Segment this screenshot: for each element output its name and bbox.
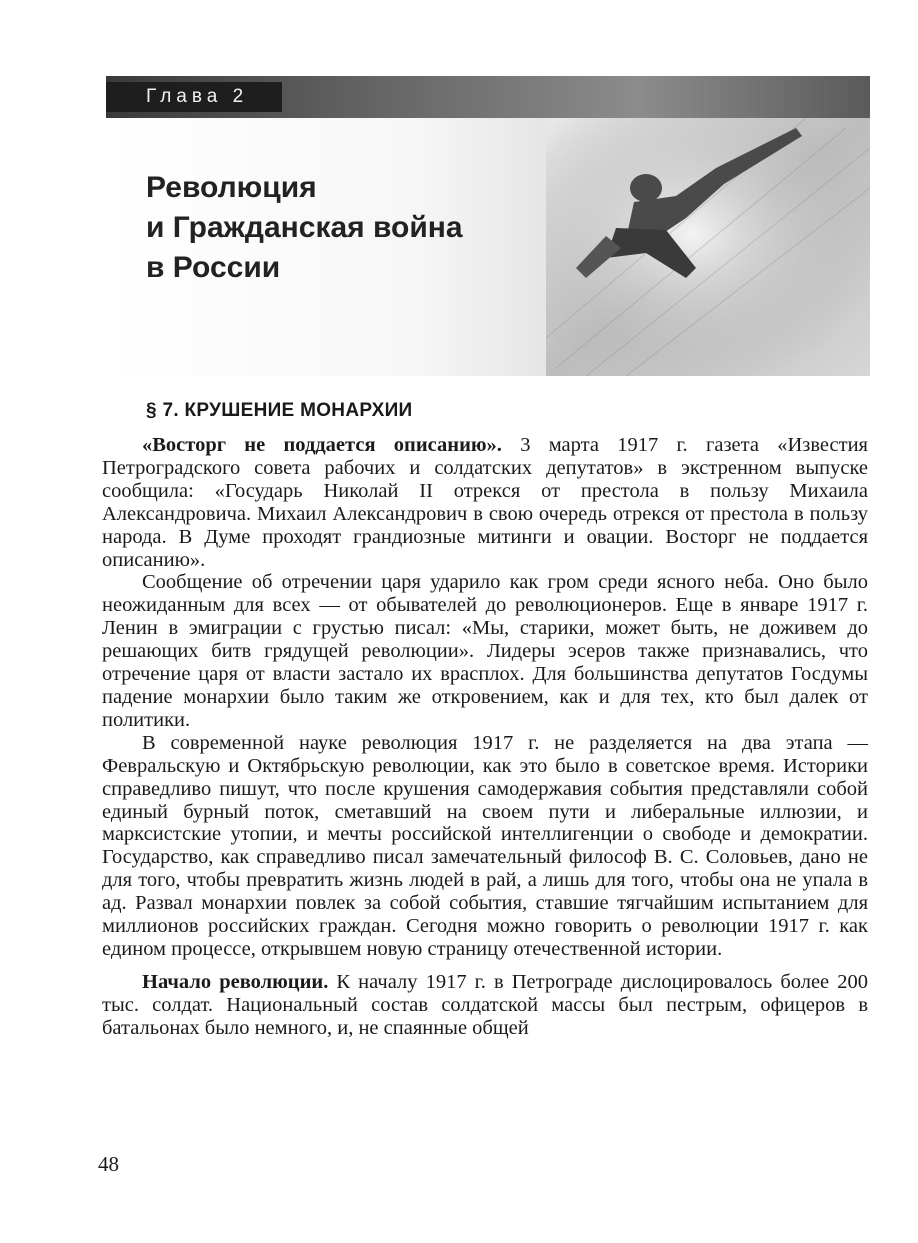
page-number: 48 — [98, 1152, 119, 1176]
chapter-title-line: и Гражданская война — [146, 211, 463, 244]
chapter-title-line: в России — [146, 251, 281, 284]
paragraph — [102, 971, 868, 1040]
chapter-banner — [106, 76, 870, 376]
paragraph-text: Сообщение об отречении царя ударило как гром среди ясного неба. Оно было неожиданным для всех — от обывателей до революционеров. Еще в январе 1917 г. Ленин в эмиграции с грустью писал: «Мы, старики, может быть, не доживем до решающих битв грядущей революции». Лидеры эсеров также признавались, что отречение царя от власти застало их врасплох. Для большинства депутатов Госдумы падение монархии было таким же откровением, как и для тех, кто был далек от политики. — [102, 571, 868, 731]
paragraph-text: В современной науке революция 1917 г. не разделяется на два этапа — Февральскую и Октябрьскую революции, как это было в советское время. Историки справедливо пишут, что после крушения самодержавия события представляли собой единый бурный поток, сметавший на своем пути и либеральные иллюзии, и марксистские утопии, и мечты российской интеллигенции о свободе и демократии. Государство, как справедливо писал замечательный философ В. С. Соловьев, дано не для того, чтобы превратить жизнь людей в рай, а лишь для того, чтобы она не упала в ад. Развал монархии повлек за собой события, ставшие тягчайшим испытанием для миллионов российских граждан. Сегодня можно говорить о революции 1917 г. как едином процессе, открывшем новую страницу отечественной истории. — [102, 731, 868, 960]
paragraph-lead: Начало революции. — [142, 970, 329, 993]
section-heading: § 7. КРУШЕНИЕ МОНАРХИИ — [146, 400, 413, 421]
body-text — [102, 434, 868, 1040]
chapter-title — [146, 168, 463, 288]
paragraph — [102, 732, 868, 961]
chapter-title-line: Революция — [146, 171, 317, 204]
paragraph-text: К началу 1917 г. в Петрограде дислоцировалось более 200 тыс. солдат. Национальный состав солдатской массы был пестрым, офицеров в батальонах было немного, и, не спаянные общей — [102, 970, 868, 1039]
chapter-label: Глава 2 — [106, 82, 282, 112]
paragraph — [102, 434, 868, 571]
paragraph-lead: «Восторг не поддается описанию». — [142, 434, 502, 456]
paragraph — [102, 571, 868, 731]
paragraph-text: 3 марта 1917 г. газета «Известия Петроградского совета рабочих и солдатских депутатов» в экстренном выпуске сообщила: «Государь Николай II отрекся от престола в пользу Михаила Александровича. Михаил Александрович в свою очередь отрекся от престола в пользу народа. В Думе проходят грандиозные митинги и овации. Восторг не поддается описанию». — [102, 434, 868, 571]
banner-photo-illustration — [546, 118, 870, 376]
